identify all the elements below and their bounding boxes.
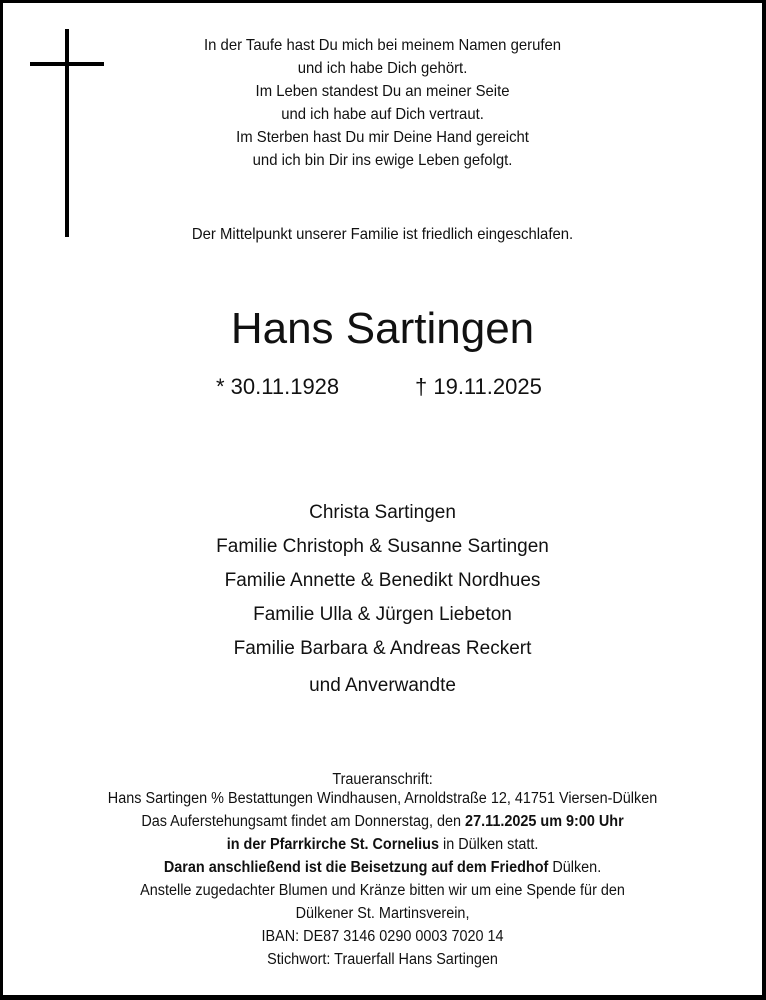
burial-place: Dülken. <box>548 859 602 876</box>
poem-line: und ich habe auf Dich vertraut. <box>281 106 484 123</box>
birth-date: * 30.11.1928 <box>216 374 340 399</box>
mourner: Familie Barbara & Andreas Reckert <box>233 638 532 659</box>
relatives-note: und Anverwandte <box>309 675 456 696</box>
mourner: Christa Sartingen <box>309 502 456 523</box>
burial-line <box>30 858 736 877</box>
donation-line: Dülkener St. Martinsverein, <box>295 905 470 922</box>
mourning-address: Hans Sartingen % Bestattungen Windhausen, Arnoldstraße 12, 41751 Viersen-Dülken <box>107 790 658 807</box>
mourner: Familie Christoph & Susanne Sartingen <box>216 536 549 557</box>
service-line-2 <box>30 835 736 854</box>
mourners-list <box>3 496 762 703</box>
donation-iban: IBAN: DE87 3146 0290 0003 7020 14 <box>261 928 504 945</box>
poem <box>30 34 736 172</box>
address-label: Traueranschrift: <box>332 771 433 788</box>
service-datetime: 27.11.2025 um 9:00 Uhr <box>465 813 624 830</box>
death-date: † 19.11.2025 <box>415 374 542 399</box>
donation-keyword: Stichwort: Trauerfall Hans Sartingen <box>267 951 498 968</box>
intro-text: Der Mittelpunkt unserer Familie ist friedlich eingeschlafen. <box>191 226 574 243</box>
burial-text: Daran anschließend ist die Beisetzung auf dem Friedhof <box>163 859 549 876</box>
service-line-1 <box>30 812 736 831</box>
mourner: Familie Annette & Benedikt Nordhues <box>224 570 541 591</box>
poem-line: In der Taufe hast Du mich bei meinem Namen gerufen <box>204 37 562 54</box>
poem-line: Im Leben standest Du an meiner Seite <box>255 83 510 100</box>
service-text: in Dülken statt. <box>439 836 539 853</box>
mourner: Familie Ulla & Jürgen Liebeton <box>253 604 512 625</box>
poem-line: und ich habe Dich gehört. <box>297 60 468 77</box>
service-location: in der Pfarrkirche St. Cornelius <box>226 836 440 853</box>
poem-line: Im Sterben hast Du mir Deine Hand gereicht <box>236 129 529 146</box>
donation-line: Anstelle zugedachter Blumen und Kränze bitten wir um eine Spende für den <box>140 882 625 899</box>
poem-line: und ich bin Dir ins ewige Leben gefolgt. <box>252 152 513 169</box>
funeral-info <box>30 770 736 969</box>
service-text: Das Auferstehungsamt findet am Donnerstag, den <box>141 813 466 830</box>
deceased-name: Hans Sartingen <box>230 304 535 353</box>
